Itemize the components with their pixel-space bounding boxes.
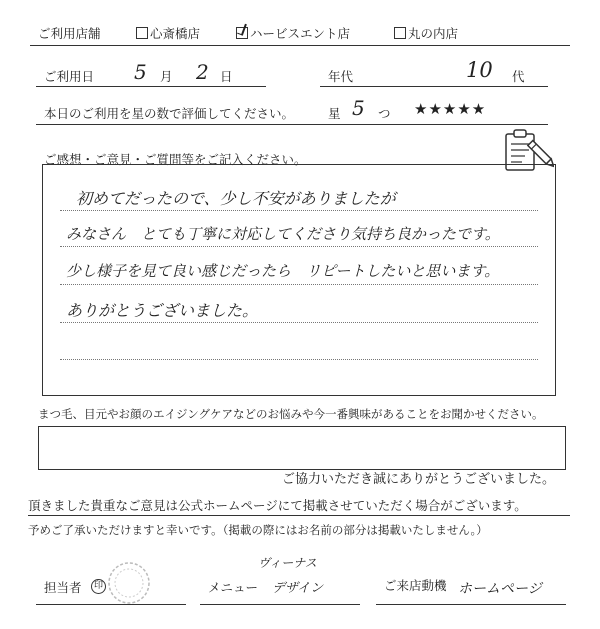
rating-counter: つ <box>378 106 391 121</box>
notice-underline <box>28 515 570 516</box>
comment-line <box>60 246 538 247</box>
store-option-label: ハービスエント店 <box>250 26 351 41</box>
notice-line-1: 頂きました貴重なご意見は公式ホームページにて掲載させていただく場合がございます。 <box>28 498 527 513</box>
menu-label: メニュー <box>208 580 259 595</box>
store-label: ご利用店舗 <box>38 26 101 41</box>
visit-day-unit: 日 <box>220 69 233 84</box>
store-option-shinsaibashi[interactable] <box>136 24 200 42</box>
age-label: 年代 <box>328 69 354 84</box>
store-option-marunouchi[interactable] <box>394 24 458 42</box>
thanks-text: ご協力いただき誠にありがとうございました。 <box>282 472 556 487</box>
comment-line <box>60 284 538 285</box>
rating-stars-icon: ★★★★★ <box>414 100 487 118</box>
staff-underline <box>36 604 186 605</box>
motive-label: ご来店動機 <box>384 578 447 593</box>
staff-hanko-stamp-icon <box>106 560 152 606</box>
checkbox-icon[interactable] <box>136 27 148 39</box>
age-unit: 代 <box>512 69 525 84</box>
age-value: 10 <box>466 58 493 82</box>
motive-value: ホームページ <box>458 581 542 597</box>
age-underline <box>320 86 548 87</box>
comments-label: ご感想・ご意見・ご質問等をご記入ください。 <box>44 152 307 167</box>
comment-line <box>60 210 538 211</box>
divider <box>30 45 570 46</box>
seal-mark: 印 <box>91 579 106 594</box>
rating-underline <box>36 124 548 125</box>
store-option-herbis-ent[interactable] <box>236 24 350 42</box>
store-option-label: 心斎橋店 <box>150 26 201 41</box>
concerns-label: まつ毛、目元やお顔のエイジングケアなどのお悩みや今一番興味があることをお聞かせください。 <box>38 407 544 421</box>
menu-underline <box>200 604 360 605</box>
concerns-box[interactable] <box>38 426 566 470</box>
comment-text-line: 少し様子を見て良い感じだったら リピートしたいと思います。 <box>66 262 500 280</box>
checked-checkbox-icon[interactable] <box>236 27 248 39</box>
menu-value-top: ヴィーナス <box>258 556 317 570</box>
rating-value: 5 <box>352 96 365 120</box>
motive-underline <box>376 604 566 605</box>
rating-star-label: 星 <box>328 106 341 121</box>
rating-prompt: 本日のご利用を星の数で評価してください。 <box>44 106 295 121</box>
staff-label: 担当者 <box>44 580 82 595</box>
comment-text-line: みなさん とても丁寧に対応してくださり気持ち良かったです。 <box>66 225 500 243</box>
store-option-label: 丸の内店 <box>408 26 459 41</box>
checkbox-icon[interactable] <box>394 27 406 39</box>
menu-value-bottom: デザイン <box>272 581 324 596</box>
visit-month-value: 5 <box>134 60 147 84</box>
notice-line-2: 予めご了承いただけますと幸いです。（掲載の際にはお名前の部分は掲載いたしません。） <box>28 523 488 537</box>
visit-date-label: ご利用日 <box>44 69 95 84</box>
visit-day-value: 2 <box>196 60 209 84</box>
comment-text-line: 初めてだったので、少し不安がありましたが <box>76 189 396 208</box>
comment-text-line: ありがとうございました。 <box>66 301 259 320</box>
comment-line <box>60 359 538 360</box>
visit-month-unit: 月 <box>160 69 173 84</box>
date-underline <box>36 86 266 87</box>
comment-line <box>60 322 538 323</box>
